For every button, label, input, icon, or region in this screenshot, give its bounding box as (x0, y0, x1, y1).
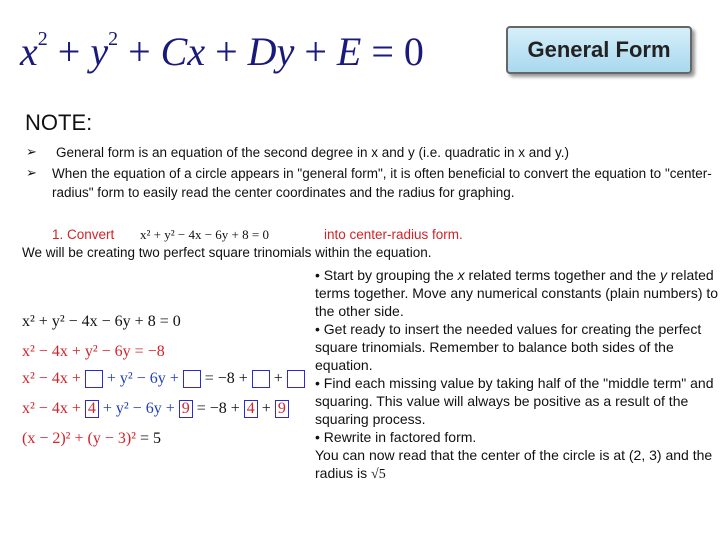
eq3-part-a: x² − 4x + (22, 370, 81, 387)
eq4-part-d: + (261, 400, 271, 417)
box-nine: 9 (179, 400, 193, 418)
blank-box (183, 370, 201, 388)
blank-box (252, 370, 270, 388)
step-1-c: related terms together. Move any numerical constants (plain numbers) to the other side. (315, 267, 719, 319)
step-1-x: x (457, 267, 465, 283)
eq3-part-d: + (273, 370, 283, 387)
eq-x: x (20, 29, 38, 74)
eq-plus: + (128, 29, 151, 74)
equation-step-2 (22, 343, 165, 361)
eq-exp: 2 (108, 28, 119, 50)
step-1-b: related terms together and the (468, 267, 657, 283)
eq5-rhs: = 5 (139, 430, 162, 447)
box-four: 4 (85, 400, 99, 418)
step-5 (315, 446, 720, 484)
eq-equals: = (371, 29, 394, 74)
step-3: • Find each missing value by taking half of the "middle term" and squaring. This value will always be positive as a result of the squaring process. (315, 375, 714, 427)
equation-step-4 (22, 400, 289, 418)
radius-value: √5 (371, 467, 386, 482)
eq-exp: 2 (37, 28, 48, 50)
convert-suffix: into center-radius form. (324, 227, 463, 242)
box-four: 4 (244, 400, 258, 418)
note-bullet-1: General form is an equation of the second degree in x and y (i.e. quadratic in x and y.) (56, 145, 570, 160)
eq3-part-c: = −8 + (204, 370, 248, 387)
note-bullet-2: When the equation of a circle appears in "general form", it is often beneficial to convert the equation to "center-radius" form to easily read the center coordinates and the radius for graphing. (52, 166, 712, 200)
eq-x: x (187, 29, 206, 74)
bullet-arrow-icon: ➢ (26, 144, 37, 159)
eq4-part-b: + y² − 6y + (102, 400, 175, 417)
note-label: NOTE: (25, 110, 93, 135)
eq-e: E (336, 29, 362, 74)
convert-equation: x² + y² − 4x − 6y + 8 = 0 (140, 227, 269, 242)
blank-box (85, 370, 103, 388)
eq-plus: + (304, 29, 327, 74)
steps-text (315, 266, 720, 484)
blank-box (287, 370, 305, 388)
eq-y: y (90, 29, 109, 74)
eq-plus: + (57, 29, 81, 74)
badge-label: General Form (527, 37, 671, 62)
equation-step-2-text: x² − 4x + y² − 6y = −8 (22, 343, 165, 360)
general-form-equation (20, 28, 424, 75)
step-4: • Rewrite in factored form. (315, 429, 477, 445)
step-5-text: You can now read that the center of the circle is at (2, 3) and the radius is (315, 447, 713, 481)
eq-c: C (160, 29, 188, 74)
step-2: • Get ready to insert the needed values for creating the perfect square trinomials. Remember to balance both sides of the equation. (315, 321, 702, 373)
eq4-part-a: x² − 4x + (22, 400, 81, 417)
box-nine: 9 (275, 400, 289, 418)
eq-y: y (276, 29, 295, 74)
general-form-badge (506, 26, 692, 74)
eq-plus: + (215, 29, 238, 74)
eq-d: D (247, 29, 277, 74)
step-1 (315, 266, 720, 320)
step-1-y: y (660, 267, 667, 283)
step-1-a: • Start by grouping the (315, 267, 454, 283)
convert-prefix: 1. Convert (52, 227, 115, 242)
eq3-part-b: + y² − 6y + (106, 370, 179, 387)
equation-step-1: x² + y² − 4x − 6y + 8 = 0 (22, 313, 181, 330)
intro-text: We will be creating two perfect square trinomials within the equation. (22, 245, 432, 260)
eq4-part-c: = −8 + (196, 400, 240, 417)
bullet-arrow-icon: ➢ (26, 165, 37, 180)
equation-step-3 (22, 370, 305, 388)
equation-step-5 (22, 430, 161, 448)
eq5-factored: (x − 2)² + (y − 3)² (22, 430, 136, 447)
eq-zero: 0 (403, 29, 424, 74)
